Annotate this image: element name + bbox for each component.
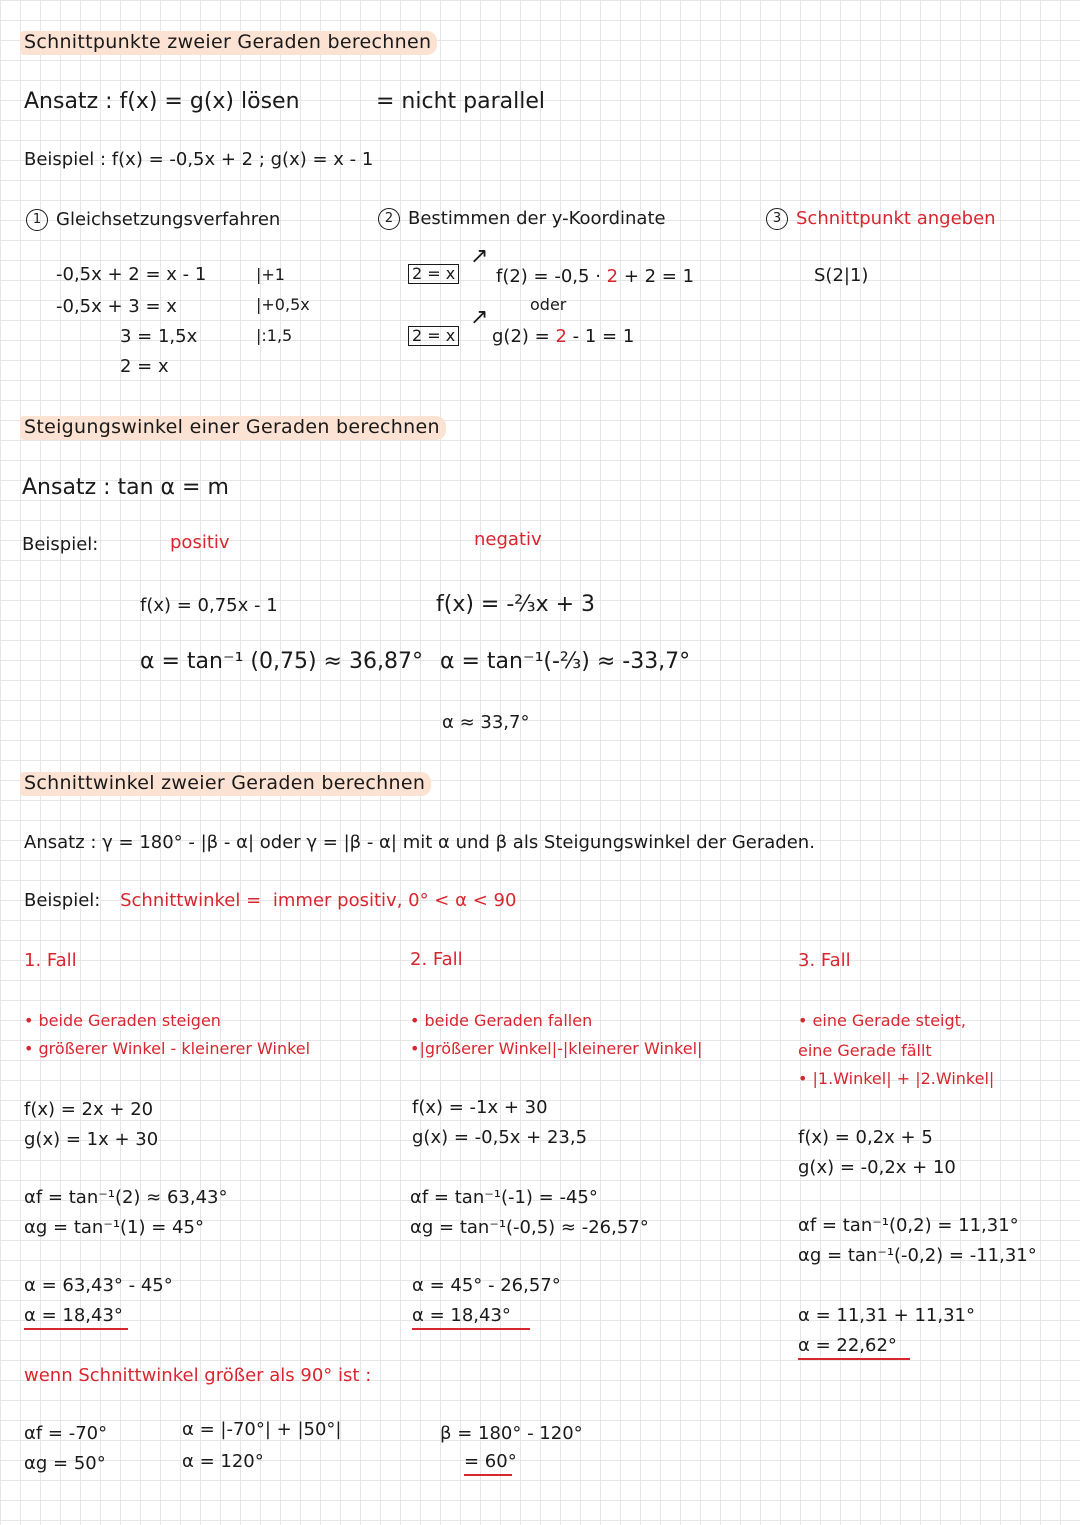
equation-line-3: 3 = 1,5x	[120, 326, 198, 347]
oder-label: oder	[530, 295, 567, 314]
note-nicht-parallel: = nicht parallel	[376, 89, 545, 114]
case3-alpha-f: αf = tan⁻¹(0,2) = 11,31°	[798, 1215, 1019, 1236]
label-positiv: positiv	[170, 532, 230, 553]
over90-beta-result: = 60°	[464, 1452, 512, 1476]
step1-title	[26, 209, 280, 231]
ansatz-steigungswinkel: Ansatz : tan α = m	[22, 475, 229, 500]
ansatz-schnittwinkel: Ansatz : γ = 180° - |β - α| oder γ = |β - α| mit α und β als Steigungswinkel der Geraden.	[24, 832, 815, 853]
operation-3: |:1,5	[256, 326, 293, 345]
schnittpunkt-result: S(2|1)	[814, 265, 869, 286]
case3-result: α = 22,62°	[798, 1336, 910, 1360]
immer-positiv: immer positiv	[272, 890, 397, 911]
g-of-2-x: 2	[555, 326, 567, 347]
f-of-2-c: + 2 = 1	[618, 266, 695, 287]
case2-alpha-g: αg = tan⁻¹(-0,5) ≈ -26,57°	[410, 1217, 649, 1238]
beispiel-label: Beispiel:	[22, 534, 99, 555]
case1-calc: α = 63,43° - 45°	[24, 1275, 173, 1296]
heading-schnittwinkel: Schnittwinkel zweier Geraden berechnen	[20, 772, 431, 796]
g-of-2-a: g(2) =	[492, 326, 556, 347]
negativ-function: f(x) = -⅔x + 3	[436, 592, 596, 617]
over90-label: wenn Schnittwinkel größer als 90° ist :	[24, 1365, 372, 1386]
beispiel-label-2: Beispiel:	[24, 890, 101, 911]
g-of-2-c: - 1 = 1	[566, 326, 635, 347]
equation-line-1: -0,5x + 2 = x - 1	[56, 264, 207, 285]
g-of-2-line	[492, 327, 634, 347]
over90-alpha-g: αg = 50°	[24, 1453, 106, 1474]
label-negativ: negativ	[474, 529, 542, 550]
case3-g: g(x) = -0,2x + 10	[798, 1157, 956, 1178]
case3-f: f(x) = 0,2x + 5	[798, 1127, 933, 1148]
negativ-alpha-abs: α ≈ 33,7°	[442, 712, 530, 733]
case1-desc-2: • größerer Winkel - kleinerer Winkel	[24, 1039, 311, 1058]
arrow-icon: ↗	[470, 244, 489, 269]
positiv-function: f(x) = 0,75x - 1	[140, 595, 278, 616]
case3-desc-2: eine Gerade fällt	[798, 1041, 932, 1060]
case3-desc-1: • eine Gerade steigt,	[798, 1011, 967, 1030]
x-value-box-2: 2 = x	[408, 326, 459, 346]
operation-2: |+0,5x	[256, 295, 310, 314]
angle-range: , 0° < α < 90	[396, 890, 517, 911]
step1-label: Gleichsetzungsverfahren	[56, 209, 281, 230]
case1-alpha-f: αf = tan⁻¹(2) ≈ 63,43°	[24, 1187, 228, 1208]
step3-label: Schnittpunkt angeben	[796, 208, 996, 229]
over90-sum-result: α = 120°	[182, 1451, 264, 1472]
arrow-icon: ↗	[470, 305, 489, 330]
negativ-alpha: α = tan⁻¹(-⅔) ≈ -33,7°	[440, 649, 691, 674]
over90-beta: β = 180° - 120°	[440, 1423, 583, 1444]
step1-number: 1	[26, 209, 48, 231]
case2-desc-1: • beide Geraden fallen	[410, 1011, 593, 1030]
beispiel-schnittpunkt: Beispiel : f(x) = -0,5x + 2 ; g(x) = x - 1	[24, 149, 374, 170]
step3-number: 3	[766, 208, 788, 230]
equation-line-4: 2 = x	[120, 356, 169, 377]
schnittwinkel-def: Schnittwinkel =	[120, 890, 262, 911]
operation-1: |+1	[256, 265, 285, 284]
case1-title: 1. Fall	[24, 950, 77, 971]
step2-label: Bestimmen der y-Koordinate	[408, 208, 666, 229]
positiv-alpha: α = tan⁻¹ (0,75) ≈ 36,87°	[140, 649, 423, 674]
case2-f: f(x) = -1x + 30	[412, 1097, 548, 1118]
step2-number: 2	[378, 208, 400, 230]
step3-title	[766, 208, 996, 230]
case2-g: g(x) = -0,5x + 23,5	[412, 1127, 588, 1148]
case1-f: f(x) = 2x + 20	[24, 1099, 154, 1120]
case2-title: 2. Fall	[410, 949, 463, 970]
f-of-2-x: 2	[606, 266, 619, 287]
case1-g: g(x) = 1x + 30	[24, 1129, 159, 1150]
case1-alpha-g: αg = tan⁻¹(1) = 45°	[24, 1217, 204, 1238]
case3-desc-3: • |1.Winkel| + |2.Winkel|	[798, 1069, 995, 1088]
case3-title: 3. Fall	[798, 950, 851, 971]
case2-alpha-f: αf = tan⁻¹(-1) = -45°	[410, 1187, 598, 1208]
case1-desc-1: • beide Geraden steigen	[24, 1011, 221, 1030]
heading-steigungswinkel: Steigungswinkel einer Geraden berechnen	[20, 416, 446, 440]
case1-result: α = 18,43°	[24, 1306, 128, 1330]
case3-alpha-g: αg = tan⁻¹(-0,2) = -11,31°	[798, 1245, 1037, 1266]
over90-sum: α = |-70°| + |50°|	[182, 1419, 342, 1440]
beispiel-schnittwinkel	[24, 891, 516, 911]
case3-calc: α = 11,31 + 11,31°	[798, 1305, 975, 1326]
over90-alpha-f: αf = -70°	[24, 1423, 108, 1444]
case2-calc: α = 45° - 26,57°	[412, 1275, 561, 1296]
f-of-2-line	[496, 267, 694, 287]
step2-title	[378, 208, 666, 230]
case2-desc-2: •|größerer Winkel|-|kleinerer Winkel|	[410, 1039, 703, 1058]
equation-line-2: -0,5x + 3 = x	[56, 296, 177, 317]
case2-result: α = 18,43°	[412, 1306, 530, 1330]
x-value-box-1: 2 = x	[408, 264, 459, 284]
ansatz-schnittpunkt: Ansatz : f(x) = g(x) lösen	[24, 89, 300, 114]
heading-schnittpunkte: Schnittpunkte zweier Geraden berechnen	[20, 31, 437, 55]
f-of-2-a: f(2) = -0,5 ·	[496, 266, 607, 287]
